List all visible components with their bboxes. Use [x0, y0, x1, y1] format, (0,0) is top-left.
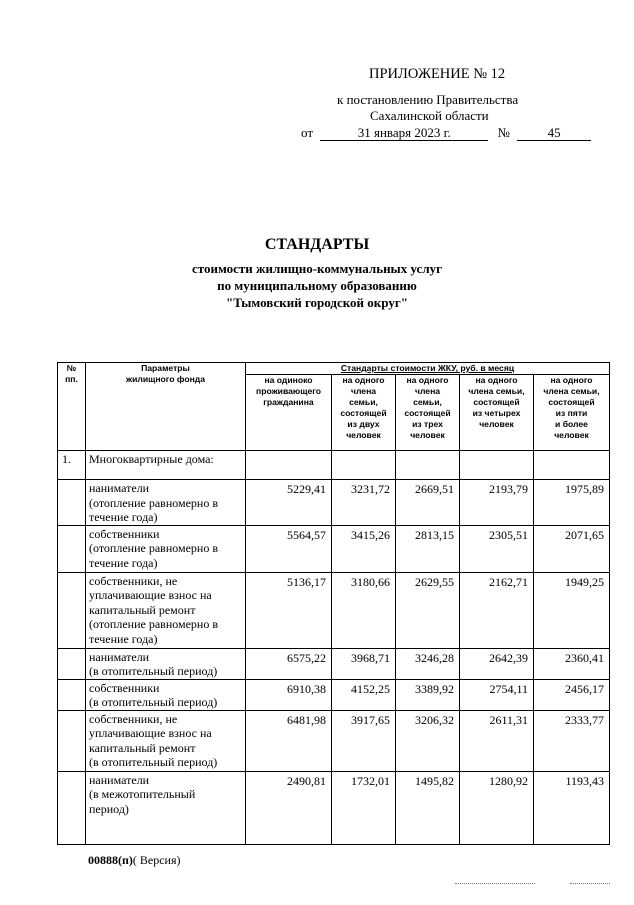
- sub-header-three: [396, 375, 460, 451]
- sub-header-line: состоящей: [473, 397, 520, 407]
- param-line: (в отопительный период): [89, 695, 218, 709]
- document-code: 00888(п): [88, 853, 133, 867]
- value-cell: 2669,51: [396, 480, 460, 526]
- table-row: [58, 525, 610, 572]
- table-row: [58, 480, 610, 526]
- param-line: течение года): [89, 631, 158, 646]
- table-cell: [460, 451, 534, 480]
- table-cell: [396, 451, 460, 480]
- sub-header-line: члена семьи,: [543, 386, 600, 396]
- value-cell: 3917,65: [332, 710, 396, 771]
- param-line: капитальный ремонт: [89, 740, 196, 755]
- table-cell: [332, 451, 396, 480]
- value-cell: 2162,71: [460, 572, 534, 648]
- value-cell: 3231,72: [332, 480, 396, 526]
- value-cell: 5229,41: [246, 480, 332, 526]
- param-line: наниматели: [89, 649, 150, 664]
- value-cell: 1495,82: [396, 771, 460, 844]
- value-cell: 2611,31: [460, 710, 534, 771]
- value-cell: 2490,81: [246, 771, 332, 844]
- param-cell: [86, 679, 246, 710]
- col-params-header: [86, 363, 246, 451]
- resolution-date: 31 января 2023 г.: [320, 125, 488, 141]
- param-line: (в отопительный период): [89, 755, 218, 769]
- param-line: собственники, не: [89, 573, 178, 588]
- sub-header-line: из двух: [347, 419, 380, 429]
- sub-header-line: семьи,: [413, 397, 442, 407]
- param-line: (в межотопительный: [89, 787, 196, 801]
- value-cell: 5564,57: [246, 525, 332, 572]
- value-cell: 5136,17: [246, 572, 332, 648]
- index-cell: [58, 648, 86, 679]
- sub-header-line: члена семьи,: [468, 386, 525, 396]
- index-cell: [58, 525, 86, 572]
- value-cell: 3415,26: [332, 525, 396, 572]
- value-cell: 6481,98: [246, 710, 332, 771]
- value-cell: 3206,32: [396, 710, 460, 771]
- param-cell: [86, 525, 246, 572]
- index-cell: [58, 679, 86, 710]
- value-cell: 2629,55: [396, 572, 460, 648]
- param-line: уплачивающие взнос на: [89, 588, 212, 602]
- section-row: [58, 451, 610, 480]
- value-cell: 2754,11: [460, 679, 534, 710]
- sub-header-line: человек: [479, 419, 514, 429]
- table-row: [58, 771, 610, 844]
- param-line: (отопление равномерно в: [89, 495, 219, 510]
- table-row: [58, 679, 610, 710]
- param-line: уплачивающие взнос на: [89, 726, 212, 740]
- sub-header-line: члена: [414, 386, 441, 396]
- param-cell: [86, 710, 246, 771]
- col-params-line: жилищного фонда: [126, 374, 205, 384]
- sub-header-line: на одного: [550, 375, 593, 385]
- title-line-1: стоимости жилищно-коммунальных услуг: [191, 261, 443, 276]
- sub-header-two: [332, 375, 396, 451]
- region-line: Сахалинской области: [370, 108, 489, 123]
- section-label: Многоквартирные дома:: [86, 451, 246, 480]
- sub-header-line: на одного: [342, 375, 385, 385]
- param-cell: [86, 572, 246, 648]
- value-cell: 1193,43: [534, 771, 610, 844]
- sub-header-line: на одного: [406, 375, 449, 385]
- sub-header-line: гражданина: [263, 397, 314, 407]
- sub-header-line: человек: [410, 430, 445, 440]
- value-cell: 3180,66: [332, 572, 396, 648]
- table-cell: [534, 451, 610, 480]
- param-line: собственники: [89, 526, 160, 541]
- value-cell: 2071,65: [534, 525, 610, 572]
- param-line: (отопление равномерно в: [89, 541, 219, 555]
- sub-header-five: [534, 375, 610, 451]
- table-row: [58, 710, 610, 771]
- col-params-line: Параметры: [141, 363, 190, 373]
- value-cell: 3968,71: [332, 648, 396, 679]
- param-line: наниматели: [89, 481, 150, 495]
- scan-artifact: [570, 883, 610, 885]
- resolution-number: 45: [517, 125, 591, 141]
- value-cell: 1975,89: [534, 480, 610, 526]
- index-cell: [58, 771, 86, 844]
- sub-header-line: из трех: [412, 419, 443, 429]
- number-label: №: [497, 125, 510, 140]
- document-footer: [88, 853, 181, 868]
- value-cell: 2813,15: [396, 525, 460, 572]
- col-number-line: №: [66, 363, 77, 373]
- value-cell: 1280,92: [460, 771, 534, 844]
- table-row: [58, 572, 610, 648]
- sub-header-line: на одного: [475, 375, 518, 385]
- standards-table: [57, 362, 610, 845]
- value-cell: 3246,28: [396, 648, 460, 679]
- sub-header-line: из четырех: [472, 408, 521, 418]
- appendix-label: ПРИЛОЖЕНИЕ № 12: [369, 66, 506, 82]
- title-line-2: по муниципальному образованию: [217, 278, 417, 293]
- sub-header-line: и более: [555, 419, 588, 429]
- sub-header-line: проживающего: [256, 386, 321, 396]
- value-cell: 6575,22: [246, 648, 332, 679]
- index-cell: [58, 572, 86, 648]
- sub-header-line: человек: [554, 430, 589, 440]
- param-line: собственники, не: [89, 711, 178, 726]
- param-line: (в отопительный период): [89, 664, 218, 678]
- sub-header-four: [460, 375, 534, 451]
- col-number-line: пп.: [65, 374, 78, 384]
- sub-header-line: состоящей: [404, 408, 451, 418]
- value-cell: 1949,25: [534, 572, 610, 648]
- resolution-date-line: [301, 125, 591, 141]
- value-cell: 2305,51: [460, 525, 534, 572]
- col-number-header: [58, 363, 86, 451]
- value-cell: 2456,17: [534, 679, 610, 710]
- scan-artifact: [455, 883, 535, 885]
- sub-header-line: на одиноко: [264, 375, 313, 385]
- param-line: собственники: [89, 680, 160, 695]
- sub-header-line: человек: [346, 430, 381, 440]
- value-cell: 6910,38: [246, 679, 332, 710]
- param-line: наниматели: [89, 772, 150, 787]
- from-label: от: [301, 125, 314, 140]
- group-header-text: Стандарты стоимости ЖКУ, руб. в месяц: [340, 363, 515, 373]
- value-cell: 2642,39: [460, 648, 534, 679]
- param-cell: [86, 480, 246, 526]
- value-cell: 3389,92: [396, 679, 460, 710]
- param-line: (отопление равномерно в: [89, 617, 219, 631]
- sub-header-line: из пяти: [555, 408, 588, 418]
- sub-header-line: семьи,: [349, 397, 378, 407]
- value-cell: 2193,79: [460, 480, 534, 526]
- standards-group-header: [246, 363, 610, 375]
- param-line: период): [89, 801, 129, 816]
- param-cell: [86, 648, 246, 679]
- value-cell: 1732,01: [332, 771, 396, 844]
- index-cell: [58, 710, 86, 771]
- value-cell: 2333,77: [534, 710, 610, 771]
- param-line: течение года): [89, 510, 158, 524]
- param-line: течение года): [89, 555, 158, 570]
- sub-header-line: состоящей: [340, 408, 387, 418]
- version-label: ( Версия): [132, 853, 181, 867]
- title-line-3: "Тымовский городской округ": [226, 295, 408, 310]
- value-cell: 4152,25: [332, 679, 396, 710]
- section-index: 1.: [58, 451, 86, 480]
- param-cell: [86, 771, 246, 844]
- value-cell: 2360,41: [534, 648, 610, 679]
- sub-header-line: состоящей: [548, 397, 595, 407]
- sub-header-single: [246, 375, 332, 451]
- table-row: [58, 648, 610, 679]
- index-cell: [58, 480, 86, 526]
- resolution-line: к постановлению Правительства: [337, 92, 519, 107]
- sub-header-line: члена: [350, 386, 377, 396]
- table-cell: [246, 451, 332, 480]
- document-title: СТАНДАРТЫ: [264, 236, 370, 253]
- param-line: капитальный ремонт: [89, 602, 196, 617]
